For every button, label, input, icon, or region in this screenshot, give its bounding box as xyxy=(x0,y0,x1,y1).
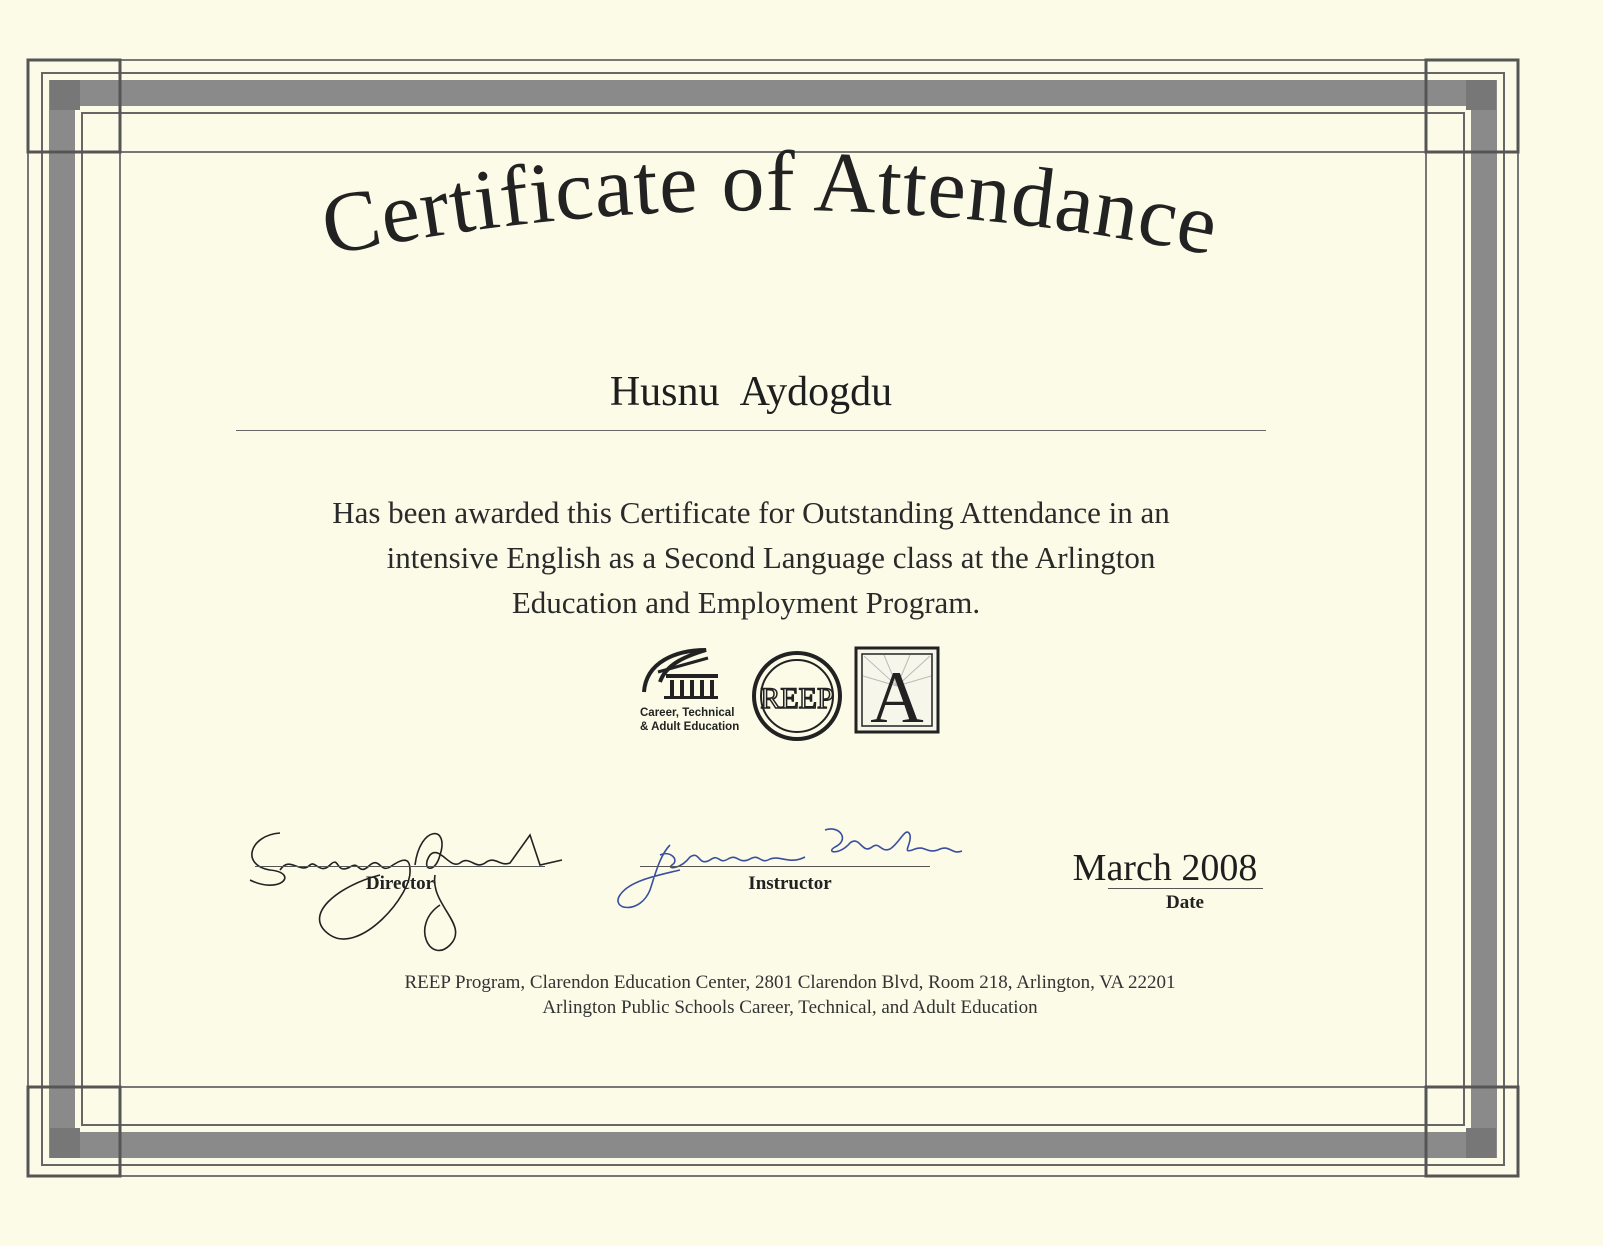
instructor-signature-line xyxy=(640,866,930,867)
date-value: March 2008 xyxy=(1072,847,1258,889)
ctae-logo xyxy=(636,642,746,742)
recipient-underline xyxy=(236,430,1266,431)
recipient-name: Husnu Aydogdu xyxy=(609,369,893,415)
building-columns-icon xyxy=(636,642,746,706)
director-label: Director xyxy=(365,873,435,894)
arlington-a-logo xyxy=(854,646,940,734)
svg-text:Certificate of Attendance xyxy=(314,133,1227,274)
footer-address xyxy=(240,970,1340,1020)
date-label: Date xyxy=(1166,892,1204,913)
footer-line-1: REEP Program, Clarendon Education Center, 2801 Clarendon Blvd, Room 218, Arlington, VA 22201 xyxy=(404,972,1176,993)
logo-row xyxy=(636,642,936,742)
award-statement xyxy=(226,490,1276,625)
ctae-line-1: Career, Technical xyxy=(640,707,735,719)
title-text: Certificate of Attendance xyxy=(313,132,1227,274)
certificate-title xyxy=(230,132,1310,320)
award-line-1: Has been awarded this Certificate for Outstanding Attendance in an xyxy=(332,495,1170,530)
instructor-signature xyxy=(610,815,980,925)
a-letter: A xyxy=(870,657,924,734)
date-line xyxy=(1108,888,1263,889)
reep-seal xyxy=(751,650,843,742)
award-line-3: Education and Employment Program. xyxy=(511,585,981,620)
director-signature-line xyxy=(255,866,545,867)
award-line-2: intensive English as a Second Language class at the Arlington xyxy=(386,540,1156,575)
instructor-label: Instructor xyxy=(748,873,832,894)
ctae-line-2: & Adult Education xyxy=(640,721,740,733)
footer-line-2: Arlington Public Schools Career, Technical, and Adult Education xyxy=(542,997,1038,1018)
reep-text: REEP xyxy=(760,682,834,715)
